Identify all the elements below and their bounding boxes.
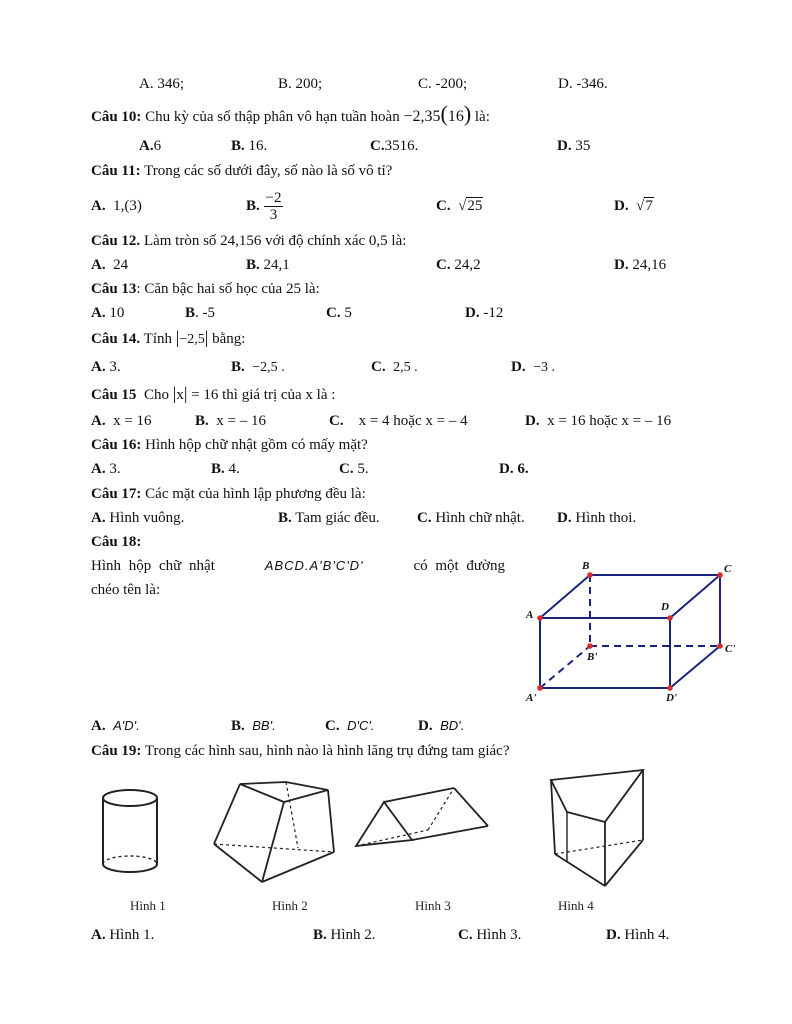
q16-option-c [339, 459, 369, 479]
frustum-bottom-front-2 [262, 852, 334, 882]
q9-option-d: D. -346. [558, 76, 608, 92]
figure-4-upright-prism [545, 766, 649, 890]
q10-d-text: 35 [575, 138, 591, 154]
q15-abs-math: |x| [172, 383, 188, 403]
q10-option-c [370, 136, 418, 156]
q11-option-b [246, 186, 283, 226]
q12-a-label: A. [91, 257, 106, 273]
q15-a-label: A. [91, 413, 106, 429]
q13-d-label: D. [465, 305, 480, 321]
q16-b-label: B. [211, 461, 225, 477]
q12-option-b [246, 255, 290, 275]
q13-c-text: 5 [344, 305, 352, 321]
q15-option-d [525, 411, 671, 431]
q10-option-a [139, 136, 161, 156]
q14-a-text: 3. [109, 359, 121, 375]
q17-c-text: Hình chữ nhật. [435, 510, 525, 526]
q11-stem [91, 161, 392, 181]
prism4-bottom-1 [555, 854, 605, 886]
q12-option-a [91, 255, 128, 275]
q11-b-denominator: 3 [269, 207, 278, 224]
q11-option-d [614, 196, 654, 216]
q17-b-text: Tam giác đều. [295, 510, 380, 526]
q18-math: ABCD.A'B'C'D' [264, 558, 364, 573]
frustum-edge-1 [214, 784, 240, 844]
q13-text: : Căn bậc hai số học của 25 là: [136, 281, 320, 297]
figure-2-frustum [210, 778, 338, 888]
q13-option-c [326, 303, 352, 323]
label-D: D [661, 601, 669, 613]
q12-option-d [614, 255, 666, 275]
q19-b-label: B. [313, 927, 327, 943]
prism-bottom-front-edge [412, 826, 488, 840]
q15-stem [91, 383, 335, 405]
q13-option-b [185, 303, 215, 323]
q9-option-a: A. 346; [139, 76, 184, 92]
q15-label: Câu 15 [91, 387, 137, 403]
q14-math: −2,5 [179, 332, 205, 347]
q14-c-label: C. [371, 359, 386, 375]
q16-a-label: A. [91, 461, 106, 477]
frustum-edge-3 [328, 790, 334, 852]
q15-b-label: B. [195, 413, 209, 429]
q18-label: Câu 18: [91, 534, 142, 550]
q19-b-text: Hình 2. [330, 927, 376, 943]
q11-c-root-sign: √ [458, 198, 467, 214]
q13-c-label: C. [326, 305, 341, 321]
q18-d-text: BD'. [440, 718, 465, 733]
q15-b-text: x = – 16 [216, 413, 266, 429]
q12-d-text: 24,16 [632, 257, 667, 273]
q10-b-text: 16. [248, 138, 268, 154]
q15-option-b [195, 411, 266, 431]
q16-c-text: 5. [357, 461, 369, 477]
q17-label: Câu 17: [91, 486, 142, 502]
q14-a-label: A. [91, 359, 106, 375]
figure-3-label: Hình 3 [415, 898, 451, 913]
q12-label: Câu 12. [91, 233, 141, 249]
q19-option-c [458, 925, 521, 945]
prism4-bottom-2 [605, 840, 643, 886]
q18-option-d [418, 716, 464, 736]
q14-option-a [91, 357, 121, 377]
label-B1: B' [587, 651, 598, 663]
frustum-bottom-hidden [214, 844, 334, 852]
prism-ridge [384, 788, 454, 802]
q10-option-b [231, 136, 267, 156]
q13-option-d [465, 303, 503, 323]
q18-option-c [325, 716, 374, 736]
prism-front-triangle [356, 802, 412, 846]
q10-text: Chu kỳ của số thập phân vô hạn tuần hoàn [145, 109, 400, 125]
q17-a-text: Hình vuông. [109, 510, 185, 526]
q17-b-label: B. [278, 510, 292, 526]
q10-stem [91, 101, 490, 127]
q19-option-b [313, 925, 376, 945]
q10-a-label: A. [139, 138, 154, 154]
q13-d-text: -12 [483, 305, 504, 321]
q10-a-text: 6 [153, 138, 162, 154]
rectangular-box-figure [520, 560, 750, 705]
q14-d-text: −3 . [533, 360, 555, 375]
q13-a-label: A. [91, 305, 106, 321]
q15-text: Cho [143, 387, 169, 403]
q11-b-fraction [264, 190, 284, 223]
q18-stem-line1 [91, 556, 505, 576]
prism-hidden-back [428, 788, 454, 830]
q15-math: x [176, 387, 184, 403]
q15-text-end: = 16 thì giá trị của x là : [191, 387, 336, 403]
edge-A1B1-hidden [540, 646, 590, 688]
q11-a-text: 1,(3) [113, 198, 142, 214]
prism4-top [551, 770, 643, 822]
q11-c-label: C. [436, 198, 451, 214]
label-D1: D' [666, 692, 677, 704]
q18-text2: có một đường [413, 558, 505, 574]
label-C: C [724, 563, 732, 575]
q10-option-d [557, 136, 590, 156]
q15-d-text: x = 16 hoặc x = – 16 [547, 413, 672, 429]
q16-c-label: C. [339, 461, 354, 477]
cylinder-bottom-front [103, 864, 157, 872]
q15-option-c [329, 411, 468, 431]
q14-abs-math: |−2,5| [175, 327, 209, 347]
q18-b-label: B. [231, 718, 245, 734]
q14-b-label: B. [231, 359, 245, 375]
q10-math-prefix: −2,35 [403, 108, 441, 125]
edge-AB [540, 575, 590, 618]
q14-option-b [231, 357, 285, 378]
q19-option-d [606, 925, 669, 945]
vertex-B [587, 572, 593, 578]
q9-option-b: B. 200; [278, 76, 323, 92]
label-B: B [582, 560, 590, 572]
vertex-B1 [587, 643, 593, 649]
q11-text: Trong các số dưới đây, số nào là số vô tỉ? [144, 163, 393, 179]
prism4-hidden-bottom [555, 840, 643, 854]
cylinder-top [103, 790, 157, 806]
q18-stem-line2: chéo tên là: [91, 582, 161, 598]
cylinder-bottom-back [103, 856, 157, 864]
q15-c-label: C. [329, 413, 344, 429]
q11-c-radicand: 25 [467, 198, 483, 214]
q12-d-label: D. [614, 257, 629, 273]
q10-text-end: là: [474, 109, 490, 125]
frustum-top [240, 782, 328, 802]
prism-hidden-bottom [356, 830, 428, 846]
q9-option-c: C. -200; [418, 76, 468, 92]
figure-4-label: Hình 4 [558, 898, 594, 913]
q18-c-text: D'C'. [347, 718, 375, 733]
q11-d-label: D. [614, 198, 629, 214]
q11-d-radicand: 7 [645, 198, 653, 214]
q11-d-root-sign: √ [636, 198, 645, 214]
q17-d-label: D. [557, 510, 572, 526]
q11-a-label: A. [91, 198, 106, 214]
q12-c-text: 24,2 [454, 257, 481, 273]
q14-option-d [511, 357, 555, 378]
vertex-D1 [667, 685, 673, 691]
q16-text: Hình hộp chữ nhật gồm có mấy mặt? [145, 437, 368, 453]
q18-c-label: C. [325, 718, 340, 734]
q11-b-numerator: −2 [265, 190, 282, 207]
q17-option-b [278, 508, 380, 528]
q10-math-period: 16 [447, 108, 464, 125]
q18-b-text: BB'. [252, 718, 276, 733]
q17-d-text: Hình thoi. [575, 510, 637, 526]
q17-a-label: A. [91, 510, 106, 526]
figure-1-label: Hình 1 [130, 898, 166, 913]
q14-option-c [371, 357, 418, 378]
q13-b-text: . -5 [195, 305, 216, 321]
edge-D1C1 [670, 646, 720, 688]
q16-a-text: 3. [109, 461, 121, 477]
q10-label: Câu 10: [91, 109, 142, 125]
prism4-edge-left [551, 780, 555, 854]
q18-a-label: A. [91, 718, 106, 734]
q19-c-text: Hình 3. [476, 927, 522, 943]
q18-option-b [231, 716, 276, 736]
q10-b-label: B. [231, 138, 245, 154]
q12-b-label: B. [246, 257, 260, 273]
q13-b-label: B [185, 305, 196, 321]
q13-a-text: 10 [109, 305, 125, 321]
q19-option-a [91, 925, 154, 945]
q12-text: Làm tròn số 24,156 với độ chính xác 0,5 là: [143, 233, 407, 249]
vertex-A1 [537, 685, 543, 691]
q15-d-label: D. [525, 413, 540, 429]
q19-text: Trong các hình sau, hình nào là hình lăng trụ đứng tam giác? [144, 743, 510, 759]
q16-stem [91, 435, 368, 455]
q14-text: Tính [143, 331, 173, 347]
q13-option-a [91, 303, 124, 323]
figure-3-lying-prism [352, 786, 492, 856]
q15-c-text: x = 4 hoặc x = – 4 [358, 413, 468, 429]
q12-c-label: C. [436, 257, 451, 273]
q18-d-label: D. [418, 718, 433, 734]
frustum-edge-2 [262, 802, 284, 882]
q19-stem [91, 741, 510, 761]
q16-option-b [211, 459, 240, 479]
q10-c-label: C. [370, 138, 385, 154]
q19-c-label: C. [458, 927, 473, 943]
q10-d-label: D. [557, 138, 572, 154]
q14-b-text: −2,5 . [252, 360, 285, 375]
q19-a-text: Hình 1. [109, 927, 155, 943]
q12-a-text: 24 [113, 257, 129, 273]
q17-option-a [91, 508, 184, 528]
q11-option-c [436, 196, 483, 216]
q13-stem [91, 279, 320, 299]
q16-label: Câu 16: [91, 437, 142, 453]
q18-a-text: A'D'. [113, 718, 140, 733]
q11-label: Câu 11: [91, 163, 141, 179]
q10-math: −2,35(16) [403, 101, 472, 126]
prism-right-edge [454, 788, 488, 826]
frustum-hidden-edge [286, 782, 298, 848]
q19-d-label: D. [606, 927, 621, 943]
q16-option-a [91, 459, 121, 479]
q11-b-label: B. [246, 198, 260, 214]
q13-label: Câu 13 [91, 281, 137, 297]
label-A: A [526, 609, 534, 621]
q15-a-text: x = 16 [113, 413, 152, 429]
q18-text1: Hình hộp chữ nhật [91, 558, 215, 574]
q16-option-d: D. 6. [499, 461, 529, 477]
q14-label: Câu 14. [91, 331, 141, 347]
vertex-D [667, 615, 673, 621]
q17-text: Các mặt của hình lập phương đều là: [145, 486, 366, 502]
q12-b-text: 24,1 [263, 257, 290, 273]
label-C1: C' [725, 643, 736, 655]
q17-c-label: C. [417, 510, 432, 526]
edge-DC [670, 575, 720, 618]
figure-2-label: Hình 2 [272, 898, 308, 913]
q14-d-label: D. [511, 359, 526, 375]
q14-stem [91, 327, 245, 350]
q17-option-d [557, 508, 636, 528]
frustum-bottom-front-1 [214, 844, 262, 882]
q19-d-text: Hình 4. [624, 927, 670, 943]
vertex-C [717, 572, 723, 578]
q15-option-a [91, 411, 152, 431]
q11-option-a [91, 196, 142, 216]
q16-b-text: 4. [228, 461, 240, 477]
q14-c-text: 2,5 . [393, 360, 418, 375]
vertex-C1 [717, 643, 723, 649]
q19-a-label: A. [91, 927, 106, 943]
q12-option-c [436, 255, 481, 275]
q17-option-c [417, 508, 525, 528]
q17-stem [91, 484, 366, 504]
q12-stem [91, 231, 406, 251]
label-A1: A' [526, 692, 537, 704]
q14-text-end: bằng: [212, 331, 246, 347]
figure-1-cylinder [98, 786, 162, 882]
q18-option-a [91, 716, 140, 736]
q10-c-text: 3516. [384, 138, 419, 154]
vertex-A [537, 615, 543, 621]
q19-label: Câu 19: [91, 743, 142, 759]
